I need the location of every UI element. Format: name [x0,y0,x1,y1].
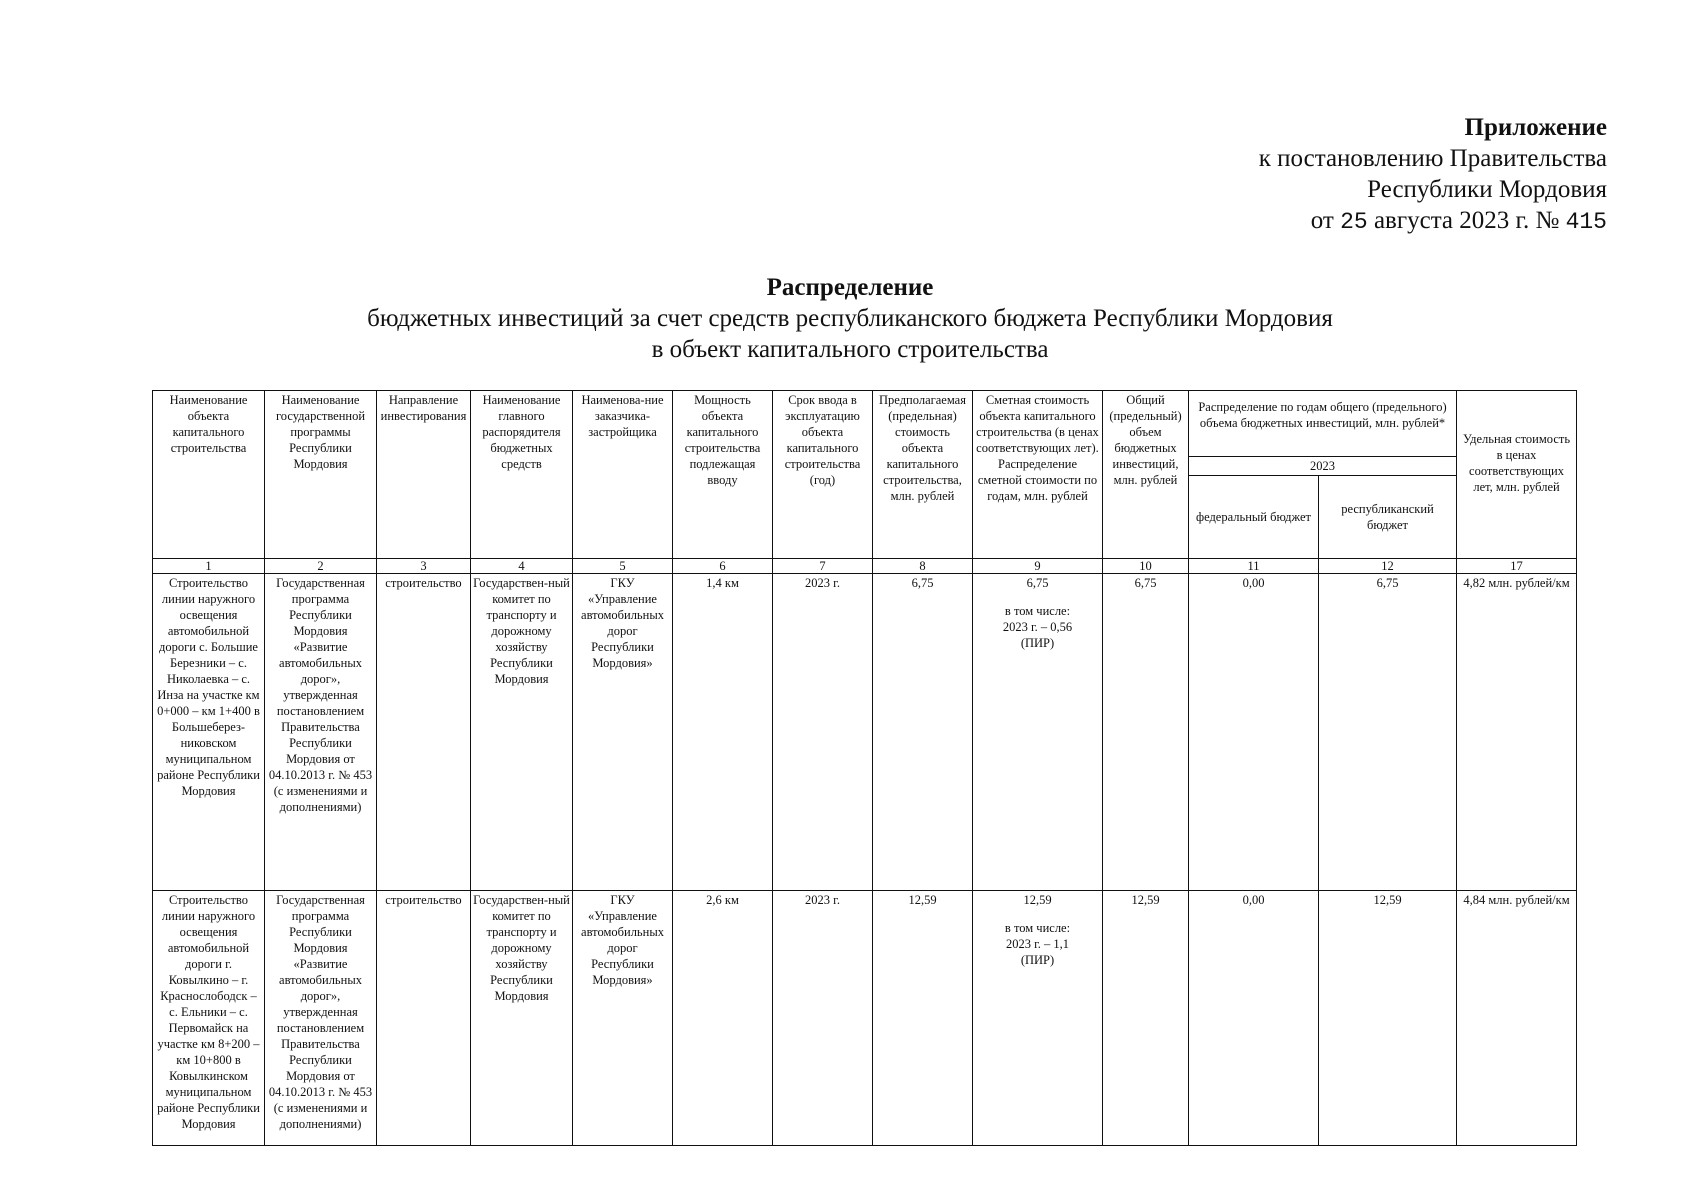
cell-unit-cost: 4,82 млн. рублей/км [1457,574,1577,891]
cell-object: Строительство линии наружного освещения автомобильной дороги с. Большие Березники – с. Николаевка – с. Инза на участке км 0+000 – км 1+400 в Большеберез-никовском муниципальном районе Республики Мордовия [153,574,265,891]
cell-federal: 0,00 [1189,891,1319,1146]
header-year: 2023 [1189,457,1457,476]
column-number: 7 [773,559,873,574]
cell-direction: строительство [377,891,471,1146]
title-subtitle: бюджетных инвестиций за счет средств республиканского бюджета Республики Мордовия [367,305,1333,332]
cell-unit-cost: 4,84 млн. рублей/км [1457,891,1577,1146]
header-direction: Направление инвестирования [377,391,471,559]
smeta-including: в том числе: [1004,604,1071,618]
cell-term: 2023 г. [773,574,873,891]
cell-customer: ГКУ «Управление автомобильных дорог Республики Мордовия» [573,891,673,1146]
table-row [153,574,1577,891]
cell-manager: Государствен-ный комитет по транспорту и дорожному хозяйству Республики Мордовия [471,891,573,1146]
title-subtitle-2: в объект капитального строительства [651,336,1049,363]
header-manager: Наименование главного распорядителя бюджетных средств [471,391,573,559]
column-number: 3 [377,559,471,574]
cell-program: Государственная программа Республики Мордовия «Развитие автомобильных дорог», утвержденная постановлением Правительства Республики Мордовия от 04.10.2013 г. № 453 (с изменениями и дополнениями) [265,574,377,891]
column-number-row [153,559,1577,574]
header-smeta: Сметная стоимость объекта капитального строительства (в ценах соответствующих лет). Распределение сметной стоимости по годам, млн. рублей [973,391,1103,559]
header-unit-cost-text: Удельная стоимость в ценах соответствующих лет, млн. рублей [1463,432,1571,494]
header-federal: федеральный бюджет [1189,476,1319,559]
header-capacity: Мощность объекта капитального строительства подлежащая вводу [673,391,773,559]
appendix-line-resolution: к постановлению Правительства [1258,145,1607,172]
header-object: Наименование объекта капитального строительства [153,391,265,559]
cell-total-investment: 12,59 [1103,891,1189,1146]
column-number: 10 [1103,559,1189,574]
appendix-block [1259,112,1607,238]
cell-program: Государственная программа Республики Мордовия «Развитие автомобильных дорог», утвержденная постановлением Правительства Республики Мордовия от 04.10.2013 г. № 453 (с изменениями и дополнениями) [265,891,377,1146]
cell-federal: 0,00 [1189,574,1319,891]
column-number: 1 [153,559,265,574]
column-number: 5 [573,559,673,574]
column-number: 4 [471,559,573,574]
header-distribution: Распределение по годам общего (предельного) объема бюджетных инвестиций, млн. рублей* [1189,391,1457,457]
document-title [0,272,1700,365]
column-number: 12 [1319,559,1457,574]
column-number: 9 [973,559,1103,574]
smeta-total: 12,59 [1023,893,1052,907]
header-total-investment: Общий (предельный) объем бюджетных инвестиций, млн. рублей [1103,391,1189,559]
cell-manager: Государствен-ный комитет по транспорту и дорожному хозяйству Республики Мордовия [471,574,573,891]
smeta-including: в том числе: [1004,921,1071,935]
appendix-line-republic: Республики Мордовия [1367,176,1607,203]
title-main: Распределение [766,274,934,301]
column-number: 8 [873,559,973,574]
date-day: 25 [1340,209,1368,235]
cell-term: 2023 г. [773,891,873,1146]
date-prefix: от [1310,207,1334,234]
header-program: Наименование государственной программы Республики Мордовия [265,391,377,559]
header-customer: Наименова-ние заказчика-застройщика [573,391,673,559]
cell-capacity: 1,4 км [673,574,773,891]
smeta-pir: (ПИР) [1020,953,1055,967]
header-row [153,391,1577,457]
smeta-pir: (ПИР) [1020,636,1055,650]
header-estimated-cost: Предполагаемая (предельная) стоимость объекта капитального строительства, млн. рублей [873,391,973,559]
investment-table [152,390,1577,1146]
smeta-year-value: 2023 г. – 0,56 [1002,620,1073,634]
smeta-year-value: 2023 г. – 1,1 [1005,937,1070,951]
column-number: 6 [673,559,773,574]
header-term: Срок ввода в эксплуатацию объекта капитального строительства (год) [773,391,873,559]
cell-smeta [973,891,1103,1146]
header-unit-cost [1457,391,1577,559]
cell-republican: 12,59 [1319,891,1457,1146]
appendix-date-line [1259,205,1607,238]
cell-direction: строительство [377,574,471,891]
date-middle: августа 2023 г. № [1373,207,1560,234]
smeta-total: 6,75 [1026,576,1049,590]
header-republican: республиканский бюджет [1319,476,1457,559]
column-number: 2 [265,559,377,574]
cell-estimated-cost: 6,75 [873,574,973,891]
table-row [153,891,1577,1146]
resolution-number: 415 [1565,209,1607,235]
column-number: 17 [1457,559,1577,574]
cell-customer: ГКУ «Управление автомобильных дорог Республики Мордовия» [573,574,673,891]
column-number: 11 [1189,559,1319,574]
cell-capacity: 2,6 км [673,891,773,1146]
cell-object: Строительство линии наружного освещения автомобильной дороги г. Ковылкино – г. Краснослободск – с. Ельники – с. Первомайск на участке км 8+200 – км 10+800 в Ковылкинском муниципальном районе Республики Мордовия [153,891,265,1146]
appendix-title: Приложение [1464,114,1607,141]
cell-smeta [973,574,1103,891]
cell-republican: 6,75 [1319,574,1457,891]
cell-estimated-cost: 12,59 [873,891,973,1146]
cell-total-investment: 6,75 [1103,574,1189,891]
